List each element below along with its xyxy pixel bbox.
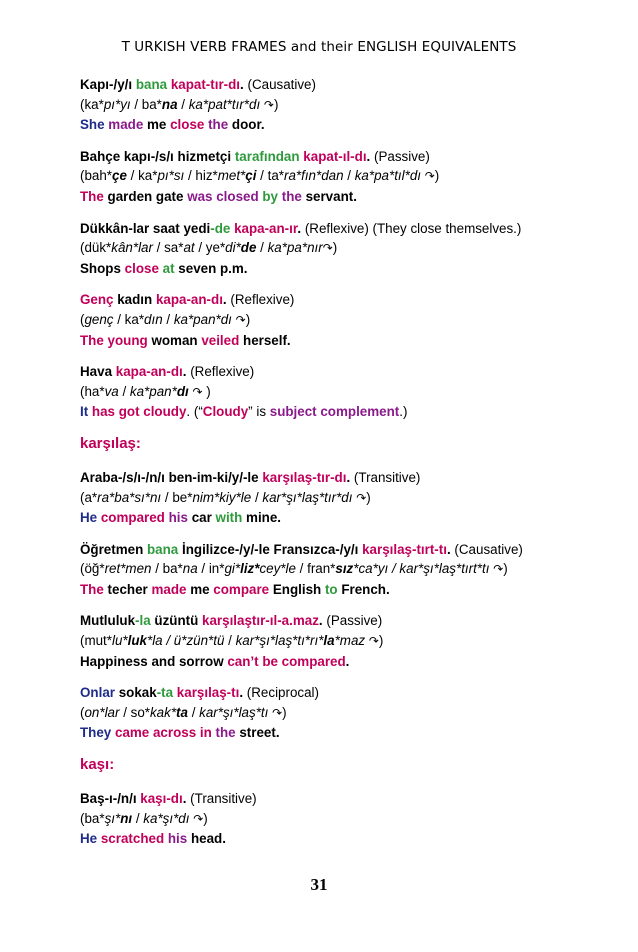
pr-part: lu* xyxy=(112,633,128,649)
voice-label: (Passive) xyxy=(326,613,383,629)
en-word: . (“ xyxy=(186,404,203,420)
pr-part: ) xyxy=(434,168,440,184)
tr-word: Bahçe kapı-/s/ı xyxy=(80,148,174,164)
pr-part: * xyxy=(334,633,340,649)
pronunciation xyxy=(80,809,580,830)
en-word: French. xyxy=(341,581,390,597)
voice-label: (Passive) xyxy=(374,148,430,164)
pr-part: di* xyxy=(225,240,241,256)
pr-stress: liz* xyxy=(240,561,260,577)
pr-part: (mut* xyxy=(80,633,112,649)
pr-part: ) xyxy=(203,810,208,826)
pr-stress: na xyxy=(161,96,178,112)
pr-stress: la xyxy=(323,633,335,649)
pr-part: pı*sı xyxy=(157,168,185,184)
en-word: . xyxy=(345,653,350,669)
en-word: the xyxy=(281,188,302,204)
pr-part: at xyxy=(183,240,195,256)
english-translation xyxy=(80,508,580,528)
example-entry xyxy=(80,683,580,743)
en-word: the xyxy=(215,725,236,741)
tr-verb: kapa-an-dı xyxy=(155,292,223,308)
pr-part: kak* xyxy=(149,704,177,720)
en-word: street. xyxy=(239,725,280,741)
pr-stress: çi xyxy=(245,168,257,184)
tr-word: Hava xyxy=(80,364,113,380)
en-word: head. xyxy=(190,831,226,847)
pr-part: şı* xyxy=(104,810,121,826)
en-word: The xyxy=(80,188,104,204)
pr-part: / ba* xyxy=(130,96,162,112)
tr-verb: kapat-tır-dı xyxy=(170,77,241,92)
pr-part: cey*le xyxy=(259,561,296,577)
tr-punct: . xyxy=(346,469,351,485)
en-word: close xyxy=(170,117,205,133)
en-word: made xyxy=(151,581,187,597)
example-entry xyxy=(80,147,580,207)
turkish-sentence xyxy=(80,75,580,95)
pr-part: ka*şı*dı xyxy=(143,810,190,826)
turkish-sentence xyxy=(80,362,580,382)
pr-part: maz xyxy=(339,633,366,649)
tr-word: Öğretmen xyxy=(80,541,144,557)
en-word: The young xyxy=(80,332,148,348)
pr-part: gi* xyxy=(224,561,241,577)
pr-part: / xyxy=(132,810,144,826)
voice-label: (Reciprocal) xyxy=(246,685,319,701)
pr-part: ka*pat*tır*dı xyxy=(188,96,261,112)
intonation-icon: ↷ xyxy=(322,241,333,256)
english-translation xyxy=(80,652,580,672)
tr-verb: kapat-ıl-dı xyxy=(303,148,367,164)
en-word: servant. xyxy=(305,188,357,204)
pr-part: kar*şı*laş*tırt*tı xyxy=(399,561,490,577)
tr-punct: . xyxy=(239,685,244,701)
intonation-icon: ↷ xyxy=(192,384,203,399)
pr-part: (ka* xyxy=(80,96,104,112)
tr-word: Genç xyxy=(80,292,114,308)
pronunciation xyxy=(80,166,580,187)
tr-suffix: -ta xyxy=(156,685,174,701)
pr-part: ( xyxy=(80,704,85,720)
intonation-icon: ↷ xyxy=(272,705,283,720)
tr-word: ben-im-ki/y/-le xyxy=(168,469,259,485)
en-word: They xyxy=(80,725,112,741)
pr-part: / xyxy=(177,96,189,112)
en-word: English xyxy=(272,581,322,597)
tr-word: bana xyxy=(135,77,168,92)
tr-verb: kaşı-dı xyxy=(140,791,183,807)
pr-part: (öğ* xyxy=(80,561,105,577)
pr-part: / ye* xyxy=(194,240,226,256)
en-word: car xyxy=(191,510,212,526)
tr-word: Mutluluk xyxy=(80,613,136,629)
pr-part: / so* xyxy=(119,704,150,720)
pr-part: ) xyxy=(332,240,338,256)
tr-word: Onlar xyxy=(80,685,115,701)
pr-part: nim*kiy*le xyxy=(192,489,252,505)
pronunciation xyxy=(80,703,580,724)
en-word: veiled xyxy=(201,332,240,348)
tr-word: Kapı-/y/ı xyxy=(80,77,133,92)
en-word: He xyxy=(80,831,98,847)
turkish-sentence xyxy=(80,540,580,560)
pr-part: kar*şı*laş*tı xyxy=(199,704,269,720)
pr-part: / in* xyxy=(197,561,225,577)
english-translation xyxy=(80,331,580,351)
en-word: the xyxy=(208,117,229,133)
tr-suffix: -de xyxy=(210,220,231,236)
pr-part: dın xyxy=(144,311,163,327)
tr-word: sokak xyxy=(118,685,157,701)
pr-part: ) xyxy=(245,311,251,327)
running-header: T URKISH VERB FRAMES and their ENGLISH EQUIVALENTS xyxy=(121,39,517,55)
voice-label: (Transitive) xyxy=(190,791,257,807)
intonation-icon: ↷ xyxy=(356,490,367,505)
tr-word: Dükkân-lar saat yedi xyxy=(80,220,211,236)
example-entry xyxy=(80,75,580,135)
pr-part: kar*şı*laş*tır*dı xyxy=(262,489,353,505)
pronunciation xyxy=(80,382,580,403)
en-word: scratched xyxy=(100,831,165,847)
en-word: has got cloudy xyxy=(91,404,187,420)
english-translation xyxy=(80,402,580,422)
pr-part: va xyxy=(104,383,119,399)
en-word: can’t be compared xyxy=(227,653,346,669)
en-word: by xyxy=(262,188,279,204)
example-entry xyxy=(80,468,580,528)
tr-punct: . xyxy=(318,613,323,629)
en-word: garden gate xyxy=(107,188,184,204)
pr-part: ) xyxy=(366,489,371,505)
intonation-icon: ↷ xyxy=(193,811,204,826)
turkish-sentence xyxy=(80,219,580,239)
turkish-sentence xyxy=(80,683,580,703)
pronunciation xyxy=(80,95,580,116)
turkish-sentence xyxy=(80,789,580,809)
tr-punct: . xyxy=(182,364,187,380)
intonation-icon: ↷ xyxy=(263,97,274,112)
en-word: to xyxy=(324,581,338,597)
pr-part: pı*yı xyxy=(103,96,131,112)
pr-part: genç xyxy=(84,311,114,327)
pr-stress: de xyxy=(240,240,257,256)
english-translation xyxy=(80,723,580,743)
pr-part: / xyxy=(162,311,174,327)
en-word: The xyxy=(80,581,104,597)
english-translation xyxy=(80,580,580,600)
pr-stress: luk xyxy=(127,633,147,649)
pr-part: ) xyxy=(282,704,287,720)
tr-word: bana xyxy=(146,541,179,557)
en-word: Happiness and sorrow xyxy=(80,653,224,669)
pr-part: ( xyxy=(80,311,85,327)
tr-verb: karşılaş-tı xyxy=(176,685,240,701)
example-entry xyxy=(80,219,580,279)
en-word: woman xyxy=(151,332,198,348)
pr-part: (ba* xyxy=(80,810,105,826)
pr-part: ret*men xyxy=(104,561,152,577)
tr-punct: . xyxy=(297,220,302,236)
turkish-sentence xyxy=(80,290,580,310)
tr-punct: . xyxy=(182,791,187,807)
en-word: mine. xyxy=(246,510,282,526)
pr-part: ) xyxy=(273,96,279,112)
pr-part: / hiz* xyxy=(184,168,218,184)
english-translation xyxy=(80,259,580,279)
pr-stress: nı xyxy=(120,810,133,826)
tr-verb: kapa-an-dı xyxy=(115,364,183,380)
pr-part: zün*tü xyxy=(186,633,225,649)
en-word: ” is xyxy=(248,404,270,420)
pr-part: ra*fın*dan xyxy=(284,168,344,184)
en-word: at xyxy=(162,260,175,276)
en-word: techer xyxy=(107,581,148,597)
pr-part: ) xyxy=(378,633,384,649)
tr-punct: . xyxy=(446,541,451,557)
pr-part: ) xyxy=(202,383,211,399)
tr-word: İngilizce-/y/-le xyxy=(181,541,270,557)
turkish-sentence xyxy=(80,147,580,167)
tr-word: tarafından xyxy=(234,148,300,164)
pr-part: / ba* xyxy=(151,561,183,577)
english-translation xyxy=(80,187,580,207)
voice-label: (Reflexive) xyxy=(190,364,255,380)
intonation-icon: ↷ xyxy=(424,169,435,184)
pronunciation xyxy=(80,559,580,580)
pr-part: (ha* xyxy=(80,383,105,399)
en-word: She xyxy=(80,117,105,133)
pr-stress: sız xyxy=(335,561,354,577)
turkish-sentence xyxy=(80,611,580,631)
en-word: made xyxy=(108,117,144,133)
pr-part: / ka* xyxy=(113,311,145,327)
intonation-icon: ↷ xyxy=(235,312,246,327)
pr-part: (dük* xyxy=(80,240,112,256)
en-word: me xyxy=(190,581,210,597)
pr-part: na xyxy=(182,561,198,577)
tr-verb: karşılaş-tır-dı xyxy=(262,469,347,485)
en-word: came across in xyxy=(115,725,212,741)
example-entry xyxy=(80,789,580,849)
en-word: He xyxy=(80,510,98,526)
en-word: seven p.m. xyxy=(178,260,248,276)
english-translation xyxy=(80,115,580,135)
en-word: subject complement xyxy=(269,404,400,420)
pr-part: / xyxy=(251,489,263,505)
intonation-icon: ↷ xyxy=(368,634,379,649)
en-word: his xyxy=(167,831,188,847)
en-word: Cloudy xyxy=(202,404,249,420)
tr-verb: kapa-an-ır xyxy=(234,220,298,236)
pr-stress: dı xyxy=(176,383,189,399)
en-word: was closed xyxy=(187,188,259,204)
pr-part: kar*şı*laş*tı*rı* xyxy=(235,633,324,649)
pr-part: / be* xyxy=(161,489,193,505)
pr-part: (a* xyxy=(80,489,98,505)
pr-part: *ca*yı / xyxy=(353,561,400,577)
pr-part: / xyxy=(187,704,200,720)
voice-label: (Causative) xyxy=(454,541,523,557)
page-number: 31 xyxy=(310,875,328,894)
pr-part: ka*pa*nır xyxy=(267,240,323,256)
en-word: with xyxy=(215,510,243,526)
voice-label: (Causative) xyxy=(247,77,316,92)
tr-word: üzüntü xyxy=(154,613,199,629)
pr-stress: çe xyxy=(112,168,127,184)
pronunciation xyxy=(80,631,580,652)
pr-part: ka*pan*dı xyxy=(173,311,232,327)
tr-verb: karşılaş-tırt-tı xyxy=(362,541,447,557)
turkish-sentence xyxy=(80,468,580,488)
pr-part: ra*ba*sı*nı xyxy=(97,489,162,505)
pr-part: / xyxy=(224,633,236,649)
pr-part: ka*pan* xyxy=(129,383,177,399)
pr-part: met* xyxy=(217,168,246,184)
tr-punct: . xyxy=(366,148,371,164)
tr-punct: . xyxy=(240,77,244,92)
pronunciation xyxy=(80,488,580,509)
voice-label: (Reflexive) xyxy=(230,292,295,308)
example-entry xyxy=(80,362,580,422)
pronunciation xyxy=(80,238,580,259)
pronunciation xyxy=(80,310,580,331)
en-word: Shops xyxy=(80,260,121,276)
en-word: me xyxy=(147,117,167,133)
voice-label: (Transitive) xyxy=(353,469,421,485)
pr-part: / ta* xyxy=(256,168,284,184)
pr-part: / sa* xyxy=(152,240,184,256)
page-content xyxy=(80,75,580,861)
pr-part: / fran* xyxy=(295,561,336,577)
en-word: compared xyxy=(100,510,165,526)
pr-part: / ka* xyxy=(126,168,158,184)
pr-part: / xyxy=(343,168,355,184)
section-heading: karşılaş: xyxy=(80,434,141,452)
en-word: close xyxy=(124,260,159,276)
tr-word: kadın xyxy=(117,292,153,308)
intonation-icon: ↷ xyxy=(493,562,504,577)
pr-part: *la / ü* xyxy=(147,633,187,649)
example-entry xyxy=(80,611,580,671)
pr-part: / xyxy=(118,383,130,399)
pr-part: ) xyxy=(503,561,508,577)
tr-suffix: -la xyxy=(135,613,151,629)
pr-part: ka*pa*tıl*dı xyxy=(354,168,421,184)
section-heading: kaşı: xyxy=(80,756,115,774)
example-entry xyxy=(80,540,580,600)
en-word: compare xyxy=(213,581,270,597)
tr-word: hizmetçi xyxy=(177,148,232,164)
voice-label: (Reflexive) (They close themselves.) xyxy=(304,220,522,236)
tr-verb: karşılaştır-ıl-a.maz xyxy=(202,613,319,629)
en-word: .) xyxy=(399,404,408,420)
pr-stress: ta xyxy=(176,704,188,720)
tr-word: Baş-ı-/n/ı xyxy=(80,791,137,807)
en-word: It xyxy=(80,404,89,420)
pr-part: kân*lar xyxy=(111,240,153,256)
pr-part: (bah* xyxy=(80,168,113,184)
english-translation xyxy=(80,829,580,849)
pr-part: / xyxy=(256,240,268,256)
en-word: his xyxy=(168,510,188,526)
tr-word: Fransızca-/y/ı xyxy=(273,541,359,557)
en-word: door. xyxy=(231,117,265,133)
example-entry xyxy=(80,290,580,350)
tr-punct: . xyxy=(222,292,227,308)
tr-word: Araba-/s/ı-/n/ı xyxy=(80,469,165,485)
pr-part: on*lar xyxy=(84,704,120,720)
en-word: herself. xyxy=(243,332,291,348)
